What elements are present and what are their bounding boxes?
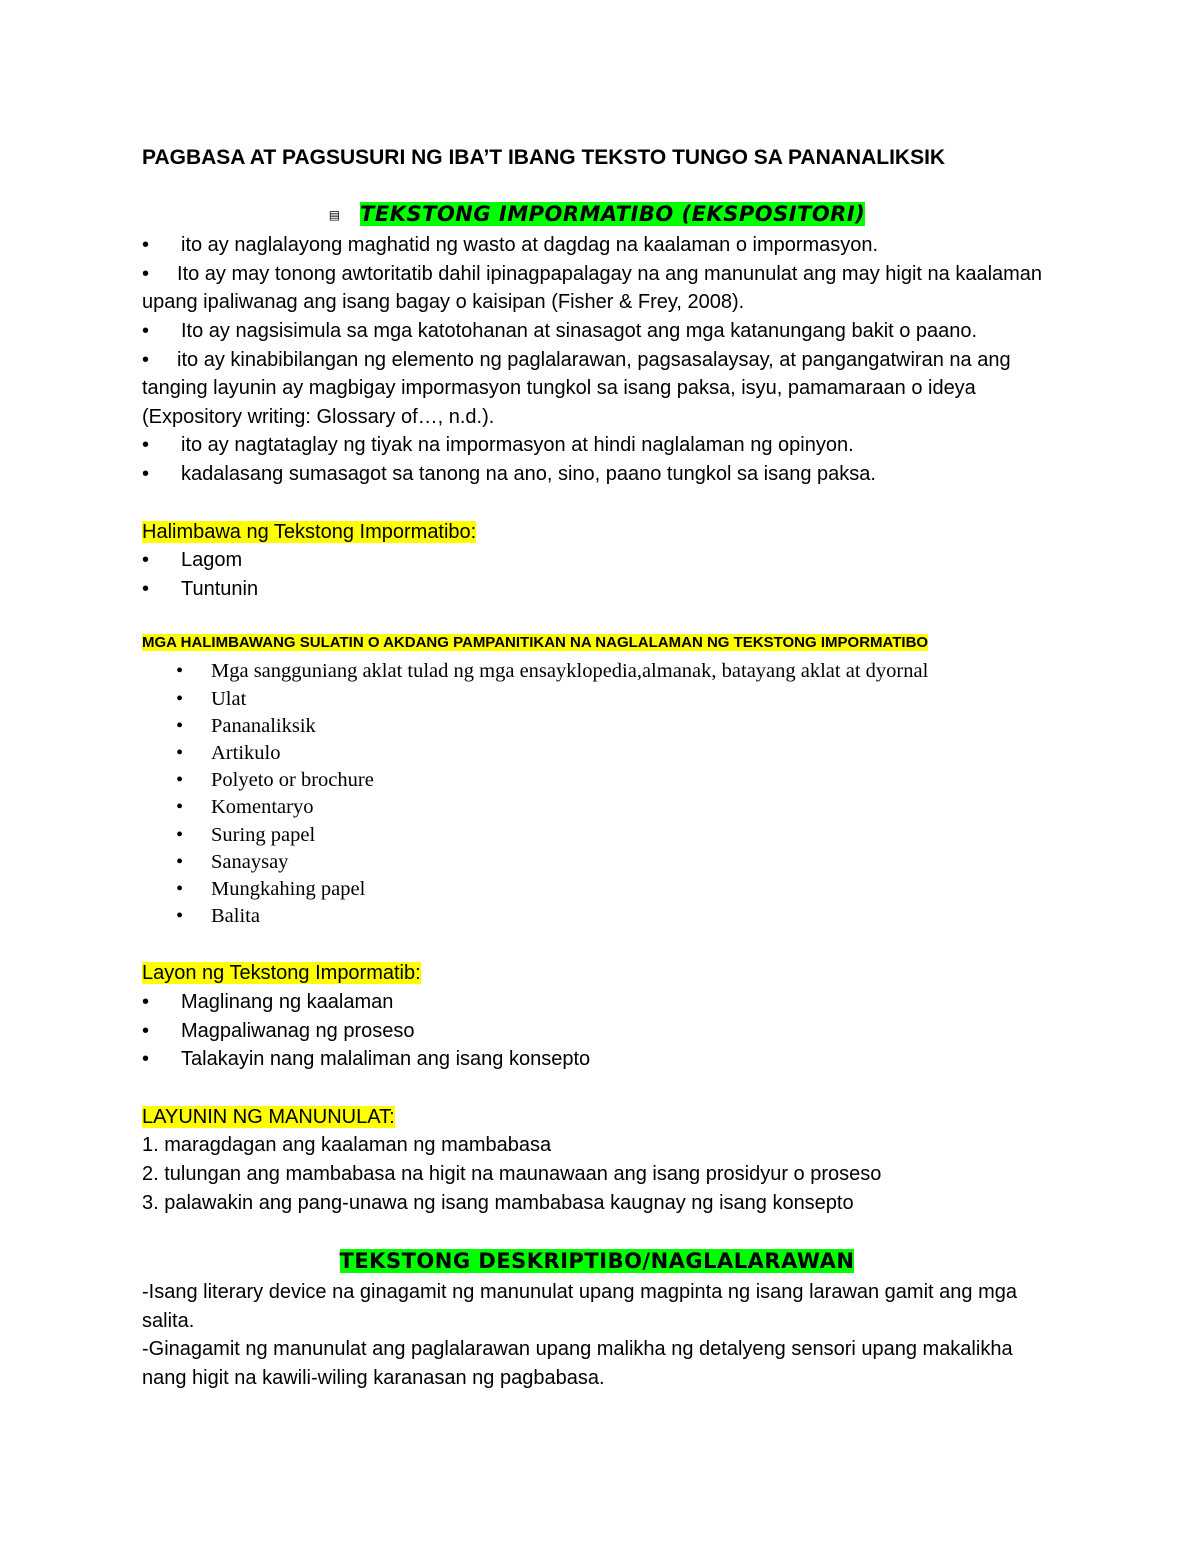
section1-heading: TEKSTONG IMPORMATIBO (EKSPOSITORI) xyxy=(360,202,866,226)
layunin-label-line xyxy=(142,1103,1052,1132)
list-item: 2. tulungan ang mambabasa na higit na maunawaan ang isang prosidyur o proseso xyxy=(142,1162,882,1185)
layon-list xyxy=(142,988,1052,1074)
list-item: • Talakayin nang malaliman ang isang konsepto xyxy=(142,1045,1052,1074)
list-item: • Mga sangguniang aklat tulad ng mga ensayklopedia,almanak, batayang aklat at dyornal xyxy=(176,658,1052,685)
list-item: • kadalasang sumasagot sa tanong na ano, sino, paano tungkol sa isang paksa. xyxy=(142,460,1052,489)
list-item: • Maglinang ng kaalaman xyxy=(142,988,1052,1017)
document-title: PAGBASA AT PAGSUSURI NG IBA’T IBANG TEKSTO TUNGO SA PANANALIKSIK xyxy=(142,146,946,169)
list-item: • Sanaysay xyxy=(176,849,1052,876)
document-page xyxy=(142,143,1052,1393)
list-item: • Ulat xyxy=(176,686,1052,713)
sulatin-label: MGA HALIMBAWANG SULATIN O AKDANG PAMPANITIKAN NA NAGLALAMAN NG TEKSTONG IMPORMATIBO xyxy=(142,634,929,652)
list-item: • Magpaliwanag ng proseso xyxy=(142,1017,1052,1046)
list-item: • Suring papel xyxy=(176,822,1052,849)
list-item: • Pananaliksik xyxy=(176,713,1052,740)
list-item: • Artikulo xyxy=(176,740,1052,767)
list-item: • Komentaryo xyxy=(176,794,1052,821)
document-icon: ▤ xyxy=(328,208,341,223)
list-item: • ito ay nagtataglay ng tiyak na impormasyon at hindi naglalaman ng opinyon. xyxy=(142,431,1052,460)
section1-bullets xyxy=(142,231,1052,488)
sulatin-list xyxy=(176,658,1052,930)
list-item: 3. palawakin ang pang-unawa ng isang mambabasa kaugnay ng isang konsepto xyxy=(142,1191,854,1214)
halimbawa-label: Halimbawa ng Tekstong Impormatibo: xyxy=(142,520,477,543)
sulatin-label-line xyxy=(142,632,1052,654)
section2-heading-line xyxy=(142,1246,1052,1278)
list-item: • ito ay kinabibilangan ng elemento ng paglalarawan, pagsasalaysay, at pangangatwiran na ang tanging layunin ay magbigay impormasyon tungkol sa isang paksa, isyu, pamamaraan o ideya (Expository writing: Glossary of…, n.d.). xyxy=(142,346,1052,432)
layon-label-line xyxy=(142,959,1052,988)
list-item: • Ito ay may tonong awtoritatib dahil ipinagpapalagay na ang manunulat ang may higit na kaalaman upang ipaliwanag ang isang bagay o kaisipan (Fisher & Frey, 2008). xyxy=(142,260,1052,317)
halimbawa-label-line xyxy=(142,518,1052,547)
list-item: 1. maragdagan ang kaalaman ng mambabasa xyxy=(142,1134,552,1157)
list-item: • Polyeto or brochure xyxy=(176,767,1052,794)
list-item: • ito ay naglalayong maghatid ng wasto at dagdag na kaalaman o impormasyon. xyxy=(142,231,1052,260)
list-item: • Balita xyxy=(176,903,1052,930)
list-item: • Mungkahing papel xyxy=(176,876,1052,903)
section2-paragraph: -Ginagamit ng manunulat ang paglalarawan upang malikha ng detalyeng sensori upang makalikha nang higit na kawili-wiling karanasan ng pagbabasa. xyxy=(142,1338,1013,1389)
section2-paragraph: -Isang literary device na ginagamit ng manunulat upang magpinta ng isang larawan gamit ang mga salita. xyxy=(142,1281,1017,1332)
list-item: • Tuntunin xyxy=(142,575,1052,604)
section2-heading: TEKSTONG DESKRIPTIBO/NAGLALARAWAN xyxy=(339,1249,855,1274)
layon-label: Layon ng Tekstong Impormatib: xyxy=(142,962,421,985)
layunin-list xyxy=(142,1131,1052,1217)
section1-heading-line xyxy=(142,199,1052,231)
list-item: • Ito ay nagsisimula sa mga katotohanan at sinasagot ang mga katanungang bakit o paano. xyxy=(142,317,1052,346)
layunin-label: LAYUNIN NG MANUNULAT: xyxy=(142,1105,395,1128)
list-item: • Lagom xyxy=(142,546,1052,575)
halimbawa-list xyxy=(142,546,1052,603)
